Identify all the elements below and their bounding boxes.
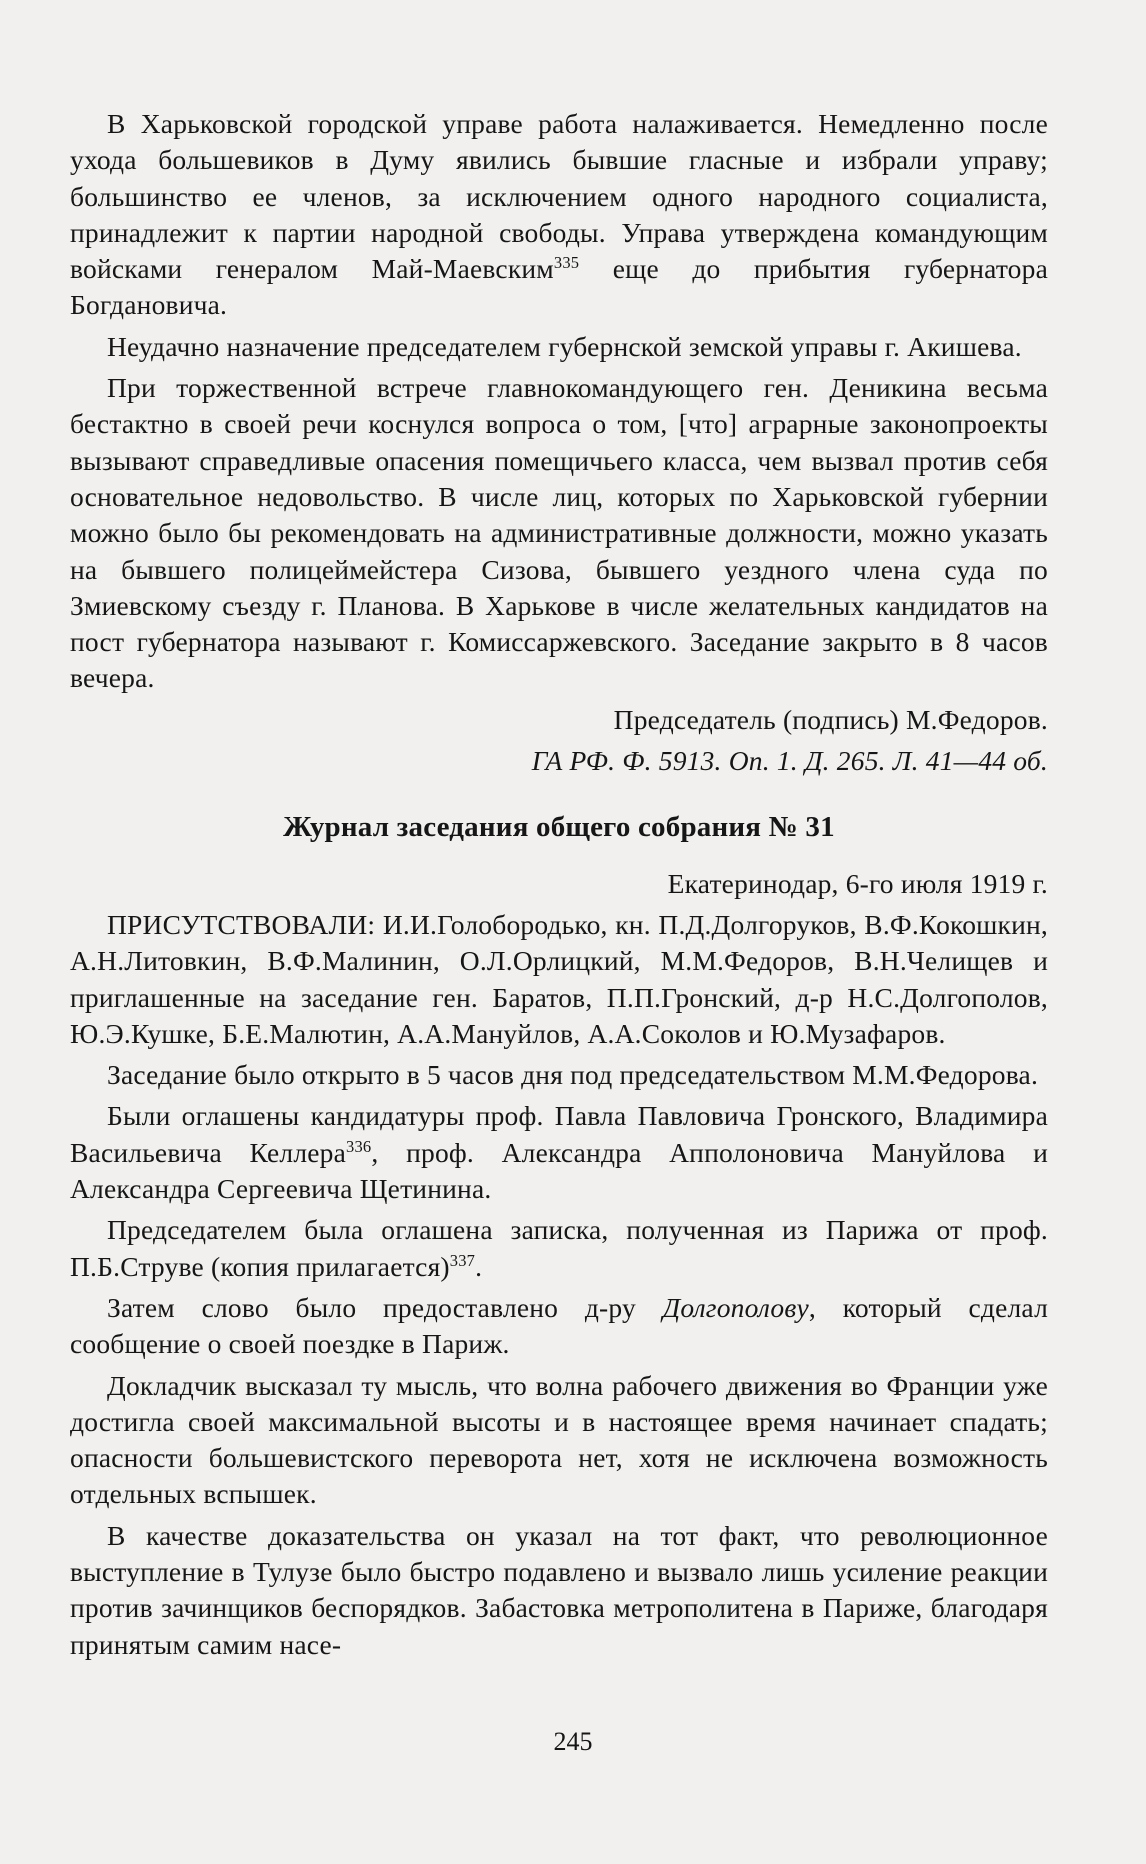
paragraph-text: , который сделал сообщение о своей поездке в Париж. — [70, 1291, 1048, 1360]
document-body — [70, 106, 1048, 1668]
footnote-ref: 337 — [449, 1250, 476, 1270]
paragraph: При торжественной встрече главнокомандующего ген. Деникина весьма бестактно в своей речи коснулся вопроса о том, [что] аграрные законопроекты вызывают справедливые опасения помещичьего класса, чем вызвал против себя основательное недовольство. В числе лиц, которых по Харьковской губернии можно было бы рекомендовать на административные должности, можно указать на бывшего полицеймейстера Сизова, бывшего уездного члена суда по Змиевскому съезду г. Планова. В Харькове в числе желательных кандидатов на пост губернатора называют г. Комиссаржевского. Заседание закрыто в 8 часов вечера. — [70, 372, 1048, 694]
paragraph: Докладчик высказал ту мысль, что волна рабочего движения во Франции уже достигла своей максимальной высоты и в настоящее время начинает спадать; опасности большевистского переворота нет, хотя не исключена возможность отдельных вспышек. — [70, 1369, 1048, 1510]
paragraph-text: Председателем была оглашена записка, полученная из Парижа от проф. П.Б.Струве (копия прилагается) — [70, 1214, 1048, 1282]
footnote-ref: 335 — [553, 253, 580, 273]
paragraph-text: Затем слово было предоставлено д-ру — [107, 1291, 663, 1323]
paragraph: ПРИСУТСТВОВАЛИ: И.И.Голобородько, кн. П.Д.Долгоруков, В.Ф.Кокошкин, А.Н.Литовкин, В.Ф.Малинин, О.Л.Орлицкий, М.М.Федоров, В.Н.Челищев и приглашенные на заседание ген. Баратов, П.П.Гронский, д-р Н.С.Долгополов, Ю.Э.Кушке, Б.Е.Малютин, А.А.Мануйлов, А.А.Соколов и Ю.Музафаров. — [70, 908, 1048, 1049]
paragraph: Неудачно назначение председателем губернской земской управы г. Акишева. — [107, 330, 1022, 362]
place-date: Екатеринодар, 6-го июля 1919 г. — [667, 867, 1048, 899]
paragraph: Заседание было открыто в 5 часов дня под председательством М.М.Федорова. — [107, 1059, 1039, 1091]
paragraph-text: еще до прибытия губернатора Богдановича. — [70, 253, 1048, 321]
italic-name: Долгополову — [662, 1291, 809, 1323]
paragraph-text: , проф. Александра Апполоновича Мануйлова и Александра Сергеевича Щетинина. — [70, 1136, 1048, 1205]
paragraph-text: В Харьковской городской управе работа налаживается. Немедленно после ухода большевиков в Думу явились бывшие гласные и избрали управу; большинство ее членов, за исключением одного народного социалиста, принадлежит к партии народной свободы. Управа утверждена командующим войсками генералом Май-Маевским — [70, 108, 1048, 285]
paragraph-text: . — [475, 1250, 483, 1282]
section-heading: Журнал заседания общего собрания № 31 — [283, 811, 835, 844]
signature-line: Председатель (подпись) М.Федоров. — [613, 703, 1048, 735]
footnote-ref: 336 — [346, 1136, 372, 1156]
paragraph — [70, 1098, 1048, 1207]
paragraph — [70, 1212, 1048, 1285]
paragraph-text: Были оглашены кандидатуры проф. Павла Павловича Гронского, Владимира Васильевича Келлера — [70, 1100, 1048, 1168]
paragraph — [70, 1290, 1048, 1363]
paragraph — [70, 106, 1048, 324]
paragraph: В качестве доказательства он указал на тот факт, что революционное выступление в Тулузе было быстро подавлено и вызвало лишь усиление реакции против зачинщиков беспорядков. Забастовка метрополитена в Париже, благодаря принятым самим насе- — [70, 1519, 1048, 1660]
archive-reference: ГА РФ. Ф. 5913. Оп. 1. Д. 265. Л. 41—44 об. — [531, 745, 1048, 777]
page-number: 245 — [553, 1727, 593, 1756]
